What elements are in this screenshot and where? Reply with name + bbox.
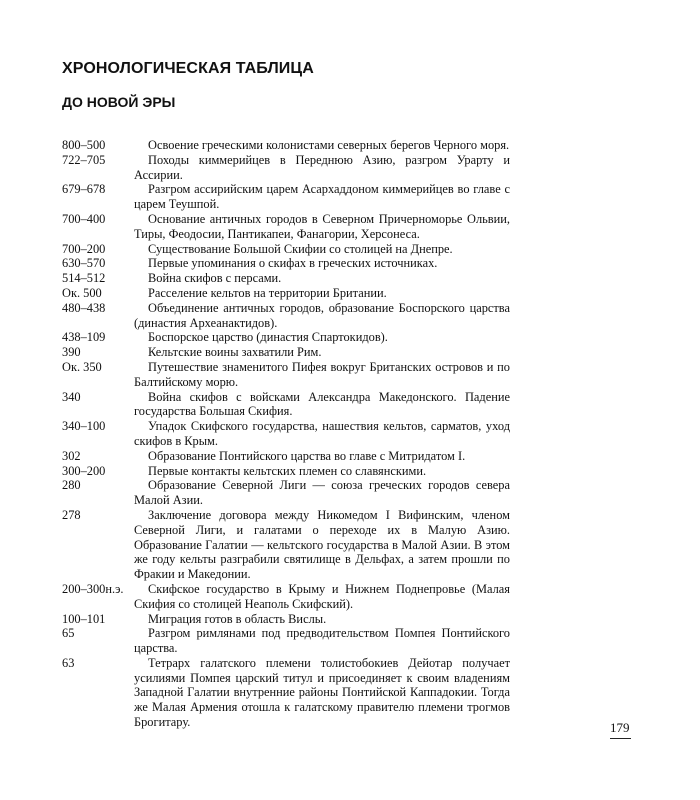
chronology-row (62, 449, 510, 464)
entry-date: 278 (62, 507, 81, 522)
entry-date: 340–100 (62, 419, 106, 434)
chronology-row (62, 626, 510, 656)
entry-text: Первые контакты кельтских племен со славянскими. (148, 463, 427, 478)
entry-text: Разгром римлянами под предводительством Помпея Понтийского царства. (134, 626, 510, 656)
entry-date: 65 (62, 626, 75, 641)
section-subtitle: ДО НОВОЙ ЭРЫ (62, 94, 176, 110)
entry-date: 390 (62, 345, 81, 360)
entry-date: 300–200 (62, 463, 106, 478)
chronology-table (62, 138, 510, 730)
entry-date: Ок. 500 (62, 285, 102, 300)
entry-text: Тетрарх галатского племени толистобокиев Дейотар получает усилиями Помпея царский титул и присоединяет к своим владениям Западной Галатии внутренние районы Понтийской Каппадокии. Тогда же Малая Армения отошла к галатскому правителю племени трогмов Брогитару. (134, 655, 510, 730)
chronology-row (62, 508, 510, 582)
entry-date: 302 (62, 448, 81, 463)
entry-text: Кельтские воины захватили Рим. (148, 345, 322, 360)
entry-date: 700–400 (62, 211, 106, 226)
entry-text: Упадок Скифского государства, нашествия кельтов, сарматов, уход скифов в Крым. (134, 419, 510, 448)
chronology-row (62, 153, 510, 183)
entry-date: 722–705 (62, 152, 106, 167)
entry-text: Путешествие знаменитого Пифея вокруг Британских островов и по Балтийскому морю. (134, 359, 510, 389)
chronology-row (62, 464, 510, 479)
chronology-row (62, 360, 510, 390)
entry-text: Разгром ассирийским царем Асархаддоном киммерийцев во главе с царем Теушпой. (134, 182, 510, 212)
chronology-row (62, 656, 510, 730)
entry-text: Миграция готов в область Вислы. (148, 611, 327, 626)
page-title: ХРОНОЛОГИЧЕСКАЯ ТАБЛИЦА (62, 60, 314, 77)
chronology-row (62, 182, 510, 212)
entry-date: 438–109 (62, 330, 106, 345)
entry-text: Образование Понтийского царства во главе с Митридатом I. (148, 448, 466, 463)
chronology-row (62, 301, 510, 331)
entry-text: Война скифов с персами. (148, 271, 282, 286)
entry-date: 480–438 (62, 300, 106, 315)
entry-date: 200–300н.э. (62, 581, 124, 596)
chronology-row (62, 138, 510, 153)
chronology-row (62, 256, 510, 271)
entry-text: Скифское государство в Крыму и Нижнем Поднепровье (Малая Скифия со столицей Неаполь Скифский). (134, 581, 510, 611)
entry-date: 280 (62, 478, 81, 493)
entry-date: 679–678 (62, 182, 106, 197)
entry-text: Война скифов с войсками Александра Македонского. Падение государства Большая Скифия. (134, 389, 510, 419)
page-number: 179 (610, 720, 630, 735)
entry-date: 630–570 (62, 256, 106, 271)
chronology-row (62, 212, 510, 242)
entry-date: 700–200 (62, 241, 106, 256)
entry-date: 514–512 (62, 271, 106, 286)
entry-date: 63 (62, 655, 75, 670)
chronology-row (62, 286, 510, 301)
chronology-row (62, 478, 510, 508)
chronology-row (62, 242, 510, 257)
entry-date: 100–101 (62, 611, 106, 626)
entry-text: Расселение кельтов на территории Британии. (148, 285, 387, 300)
entry-text: Основание античных городов в Северном Причерноморье Ольвии, Тиры, Феодосии, Пантикапеи, Фанагории, Херсонеса. (134, 211, 510, 241)
entry-text: Боспорское царство (династия Спартокидов). (148, 330, 388, 345)
entry-text: Освоение греческими колонистами северных берегов Черного моря. (148, 138, 510, 152)
chronology-row (62, 330, 510, 345)
chronology-row (62, 345, 510, 360)
entry-date: 800–500 (62, 138, 106, 152)
entry-text: Первые упоминания о скифах в греческих источниках. (148, 256, 438, 271)
chronology-row (62, 582, 510, 612)
chronology-row (62, 271, 510, 286)
chronology-row (62, 612, 510, 627)
entry-text: Существование Большой Скифии со столицей на Днепре. (148, 241, 453, 256)
chronology-row (62, 390, 510, 420)
chronology-row (62, 419, 510, 449)
entry-text: Объединение античных городов, образование Боспорского царства (династия Археанактидов). (134, 300, 510, 330)
entry-text: Заключение договора между Никомедом I Вифинским, членом Северной Лиги, и галатами о переходе их в Малую Азию. Образование Галатии — кельтского государства в Малой Азии. В этом же году кельты разграбили святилище в Дельфах, а затем прошли по Фракии и Македонии. (134, 507, 510, 582)
entry-text: Образование Северной Лиги — союза греческих городов севера Малой Азии. (134, 478, 510, 508)
page-number-rule (610, 738, 631, 739)
entry-date: Ок. 350 (62, 359, 102, 374)
entry-date: 340 (62, 389, 81, 404)
entry-text: Походы киммерийцев в Переднюю Азию, разгром Урарту и Ассирии. (134, 152, 510, 182)
